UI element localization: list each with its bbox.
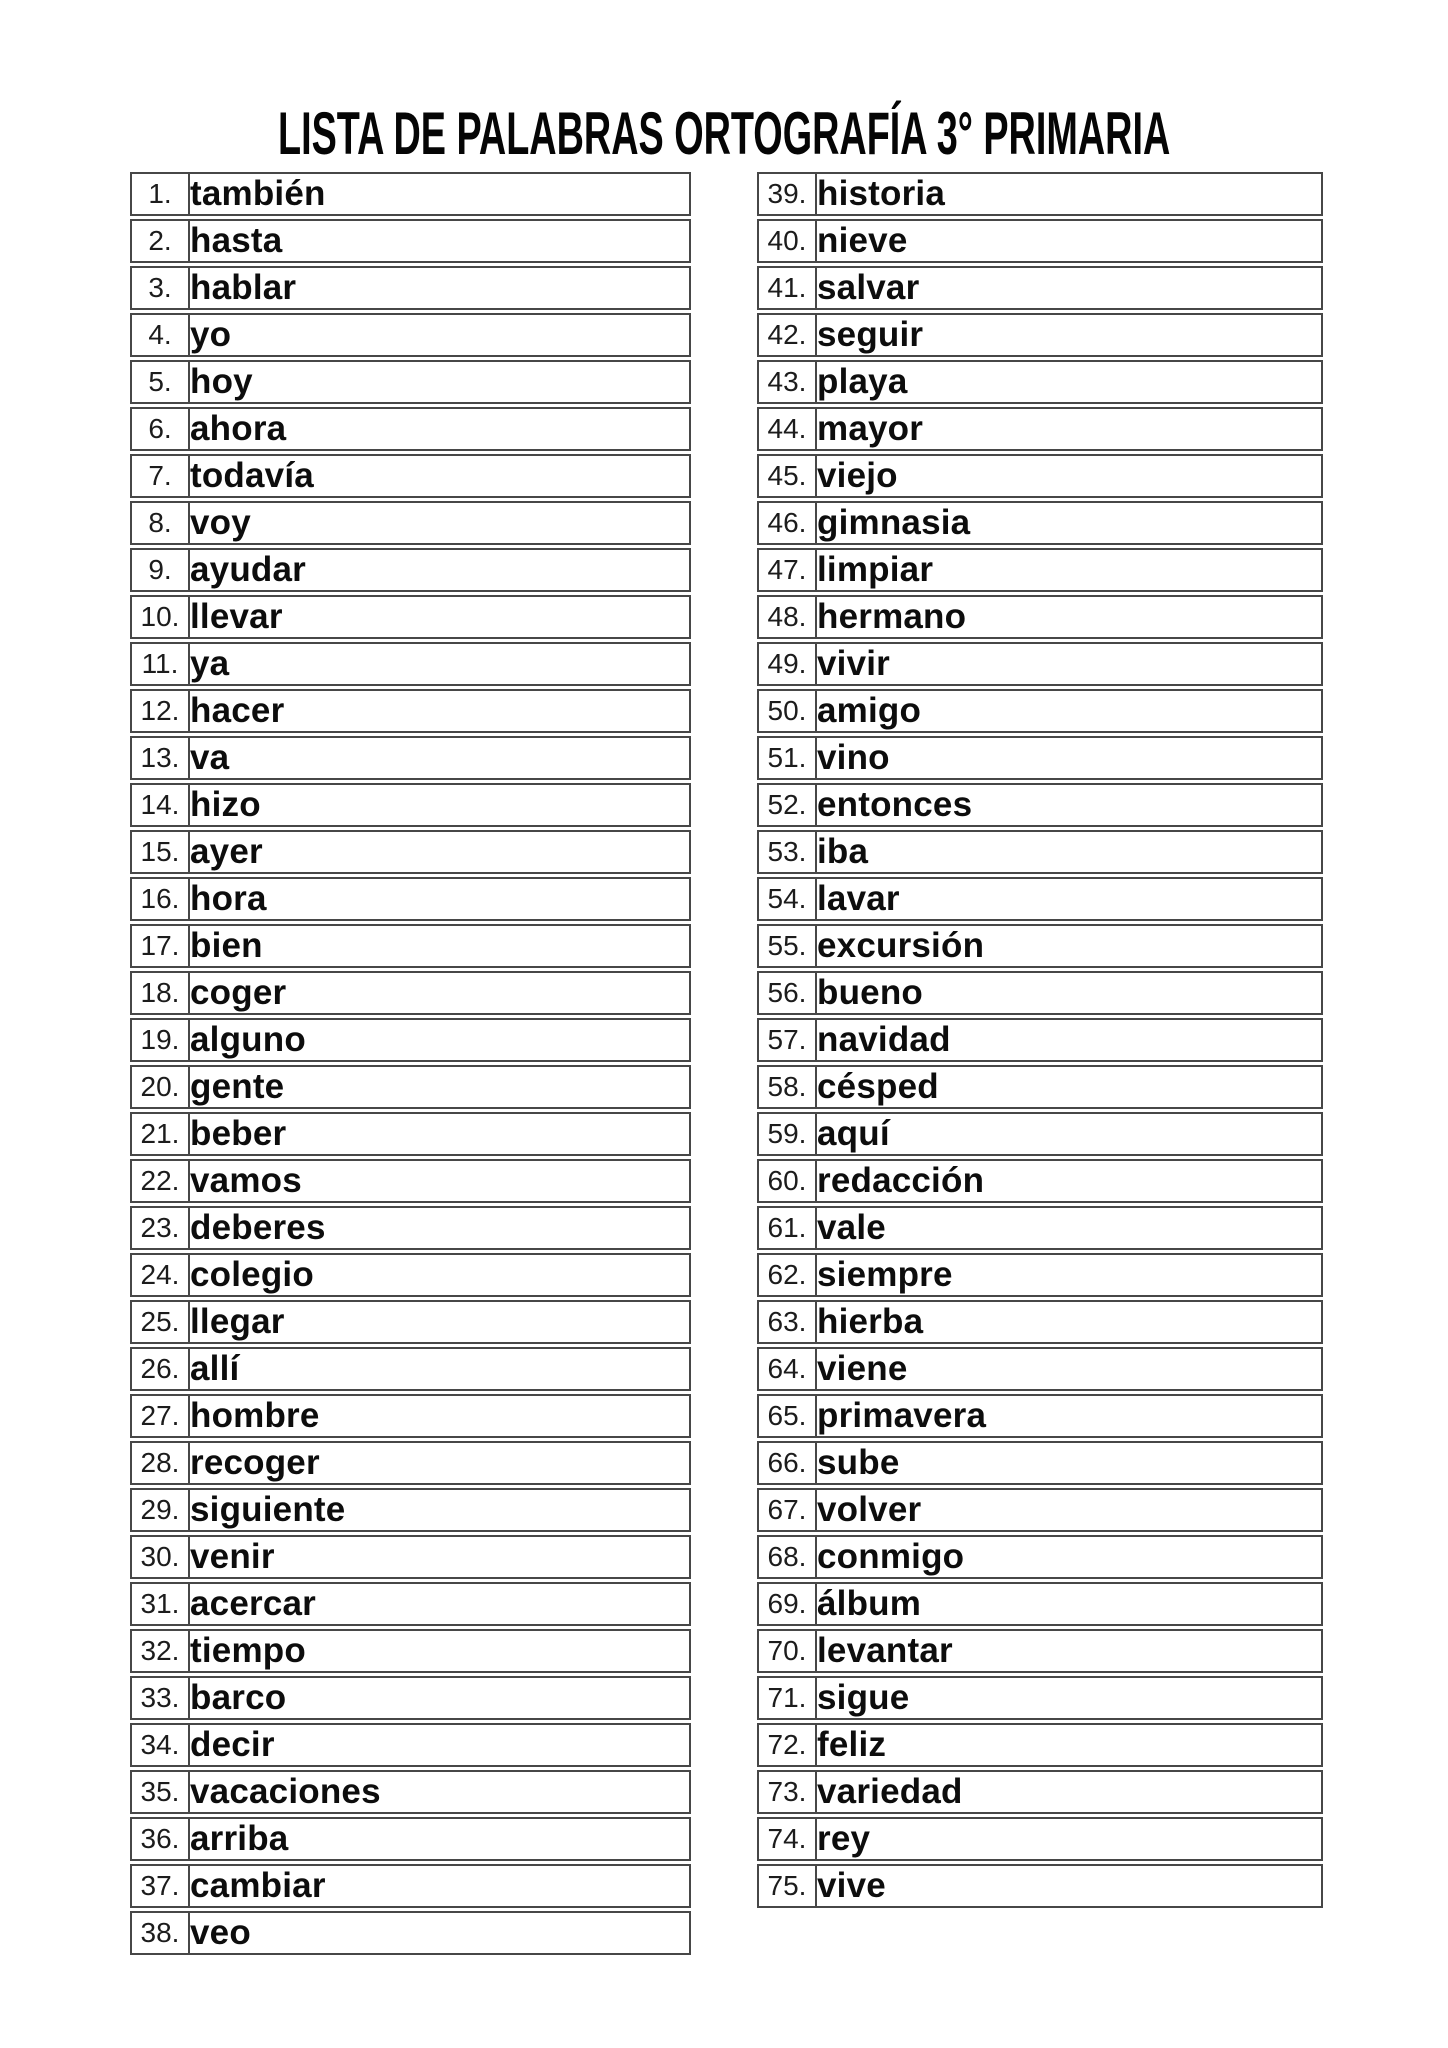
row-word: también: [190, 172, 691, 216]
row-number: 55.: [757, 924, 817, 968]
row-number: 17.: [130, 924, 190, 968]
table-row: [757, 1065, 1323, 1109]
row-word: volver: [817, 1488, 1323, 1532]
page-title: [0, 100, 1448, 167]
table-row: [130, 595, 691, 639]
table-row: [130, 360, 691, 404]
row-number: 9.: [130, 548, 190, 592]
table-row: [130, 642, 691, 686]
page-title-text: LISTA DE PALABRAS ORTOGRAFÍA 3° PRIMARIA: [277, 100, 1171, 167]
table-row: [757, 219, 1323, 263]
table-row: [757, 1864, 1323, 1908]
table-row: [757, 877, 1323, 921]
row-word: álbum: [817, 1582, 1323, 1626]
row-word: voy: [190, 501, 691, 545]
row-word: tiempo: [190, 1629, 691, 1673]
table-row: [757, 595, 1323, 639]
row-word: lavar: [817, 877, 1323, 921]
table-row: [757, 924, 1323, 968]
word-table-left: [130, 169, 691, 1958]
row-number: 14.: [130, 783, 190, 827]
table-row: [130, 407, 691, 451]
row-word: mayor: [817, 407, 1323, 451]
row-word: hasta: [190, 219, 691, 263]
row-word: gente: [190, 1065, 691, 1109]
table-row: [757, 1723, 1323, 1767]
row-word: nieve: [817, 219, 1323, 263]
row-number: 28.: [130, 1441, 190, 1485]
row-number: 44.: [757, 407, 817, 451]
row-word: ayer: [190, 830, 691, 874]
table-row: [130, 1112, 691, 1156]
row-word: iba: [817, 830, 1323, 874]
table-row: [130, 313, 691, 357]
row-number: 46.: [757, 501, 817, 545]
row-number: 2.: [130, 219, 190, 263]
row-word: va: [190, 736, 691, 780]
row-word: historia: [817, 172, 1323, 216]
row-number: 30.: [130, 1535, 190, 1579]
row-number: 52.: [757, 783, 817, 827]
table-row: [757, 407, 1323, 451]
row-number: 72.: [757, 1723, 817, 1767]
row-word: vamos: [190, 1159, 691, 1203]
row-number: 51.: [757, 736, 817, 780]
row-number: 49.: [757, 642, 817, 686]
row-number: 3.: [130, 266, 190, 310]
table-row: [130, 1770, 691, 1814]
row-word: todavía: [190, 454, 691, 498]
table-row: [130, 172, 691, 216]
row-number: 35.: [130, 1770, 190, 1814]
row-number: 33.: [130, 1676, 190, 1720]
table-row: [757, 736, 1323, 780]
row-number: 57.: [757, 1018, 817, 1062]
table-row: [757, 1629, 1323, 1673]
row-number: 47.: [757, 548, 817, 592]
row-word: playa: [817, 360, 1323, 404]
table-row: [130, 1676, 691, 1720]
row-number: 38.: [130, 1911, 190, 1955]
row-word: ayudar: [190, 548, 691, 592]
row-number: 20.: [130, 1065, 190, 1109]
row-word: feliz: [817, 1723, 1323, 1767]
row-word: acercar: [190, 1582, 691, 1626]
row-number: 56.: [757, 971, 817, 1015]
row-word: llevar: [190, 595, 691, 639]
row-number: 37.: [130, 1864, 190, 1908]
row-word: venir: [190, 1535, 691, 1579]
table-row: [130, 1911, 691, 1955]
table-row: [757, 1441, 1323, 1485]
table-row: [130, 1723, 691, 1767]
row-word: siempre: [817, 1253, 1323, 1297]
table-row: [130, 1817, 691, 1861]
row-number: 71.: [757, 1676, 817, 1720]
row-word: sube: [817, 1441, 1323, 1485]
row-word: levantar: [817, 1629, 1323, 1673]
table-row: [130, 501, 691, 545]
row-number: 34.: [130, 1723, 190, 1767]
row-word: navidad: [817, 1018, 1323, 1062]
row-word: siguiente: [190, 1488, 691, 1532]
table-row: [130, 219, 691, 263]
row-word: vino: [817, 736, 1323, 780]
row-number: 18.: [130, 971, 190, 1015]
row-number: 62.: [757, 1253, 817, 1297]
row-number: 22.: [130, 1159, 190, 1203]
row-word: vive: [817, 1864, 1323, 1908]
table-row: [757, 501, 1323, 545]
row-word: alguno: [190, 1018, 691, 1062]
row-number: 60.: [757, 1159, 817, 1203]
table-row: [130, 689, 691, 733]
row-word: beber: [190, 1112, 691, 1156]
table-row: [130, 1018, 691, 1062]
row-word: rey: [817, 1817, 1323, 1861]
row-word: salvar: [817, 266, 1323, 310]
row-number: 27.: [130, 1394, 190, 1438]
table-row: [130, 1629, 691, 1673]
row-word: gimnasia: [817, 501, 1323, 545]
row-number: 43.: [757, 360, 817, 404]
row-number: 16.: [130, 877, 190, 921]
row-number: 50.: [757, 689, 817, 733]
table-row: [757, 830, 1323, 874]
row-word: aquí: [817, 1112, 1323, 1156]
row-word: primavera: [817, 1394, 1323, 1438]
table-row: [757, 360, 1323, 404]
word-table-right-body: [757, 172, 1323, 1908]
table-row: [757, 313, 1323, 357]
row-word: hermano: [817, 595, 1323, 639]
row-word: césped: [817, 1065, 1323, 1109]
table-row: [130, 1159, 691, 1203]
row-word: seguir: [817, 313, 1323, 357]
row-word: hoy: [190, 360, 691, 404]
row-word: viene: [817, 1347, 1323, 1391]
row-word: viejo: [817, 454, 1323, 498]
table-row: [757, 1770, 1323, 1814]
row-word: excursión: [817, 924, 1323, 968]
row-word: redacción: [817, 1159, 1323, 1203]
table-row: [130, 736, 691, 780]
row-number: 63.: [757, 1300, 817, 1344]
row-number: 25.: [130, 1300, 190, 1344]
row-number: 29.: [130, 1488, 190, 1532]
word-table-left-body: [130, 172, 691, 1955]
row-number: 70.: [757, 1629, 817, 1673]
row-word: ya: [190, 642, 691, 686]
table-row: [757, 266, 1323, 310]
word-list-container: [130, 169, 1323, 1958]
table-row: [130, 1253, 691, 1297]
row-number: 69.: [757, 1582, 817, 1626]
row-number: 15.: [130, 830, 190, 874]
row-word: ahora: [190, 407, 691, 451]
row-word: recoger: [190, 1441, 691, 1485]
row-word: yo: [190, 313, 691, 357]
row-number: 11.: [130, 642, 190, 686]
row-number: 23.: [130, 1206, 190, 1250]
row-word: hacer: [190, 689, 691, 733]
row-number: 6.: [130, 407, 190, 451]
row-word: deberes: [190, 1206, 691, 1250]
row-number: 53.: [757, 830, 817, 874]
row-word: hombre: [190, 1394, 691, 1438]
table-row: [130, 924, 691, 968]
row-word: cambiar: [190, 1864, 691, 1908]
row-number: 48.: [757, 595, 817, 639]
table-row: [130, 877, 691, 921]
row-word: barco: [190, 1676, 691, 1720]
row-word: hierba: [817, 1300, 1323, 1344]
row-word: bueno: [817, 971, 1323, 1015]
row-number: 13.: [130, 736, 190, 780]
table-row: [130, 1347, 691, 1391]
row-number: 26.: [130, 1347, 190, 1391]
table-row: [757, 1347, 1323, 1391]
row-number: 75.: [757, 1864, 817, 1908]
row-number: 1.: [130, 172, 190, 216]
row-word: veo: [190, 1911, 691, 1955]
table-row: [757, 1582, 1323, 1626]
row-word: llegar: [190, 1300, 691, 1344]
row-word: amigo: [817, 689, 1323, 733]
word-table-right: [757, 169, 1323, 1911]
table-row: [130, 1206, 691, 1250]
row-number: 19.: [130, 1018, 190, 1062]
table-row: [130, 830, 691, 874]
row-number: 67.: [757, 1488, 817, 1532]
row-number: 24.: [130, 1253, 190, 1297]
row-number: 21.: [130, 1112, 190, 1156]
table-row: [130, 548, 691, 592]
row-number: 10.: [130, 595, 190, 639]
table-row: [130, 1065, 691, 1109]
row-word: decir: [190, 1723, 691, 1767]
row-number: 61.: [757, 1206, 817, 1250]
table-row: [757, 1394, 1323, 1438]
table-row: [757, 642, 1323, 686]
table-row: [130, 1300, 691, 1344]
row-word: conmigo: [817, 1535, 1323, 1579]
table-row: [757, 971, 1323, 1015]
row-word: arriba: [190, 1817, 691, 1861]
row-word: hizo: [190, 783, 691, 827]
row-number: 68.: [757, 1535, 817, 1579]
row-word: limpiar: [817, 548, 1323, 592]
table-row: [757, 548, 1323, 592]
row-number: 58.: [757, 1065, 817, 1109]
row-number: 74.: [757, 1817, 817, 1861]
row-word: bien: [190, 924, 691, 968]
table-row: [130, 266, 691, 310]
row-number: 5.: [130, 360, 190, 404]
table-row: [757, 1159, 1323, 1203]
table-row: [130, 1394, 691, 1438]
row-word: sigue: [817, 1676, 1323, 1720]
row-number: 41.: [757, 266, 817, 310]
row-word: allí: [190, 1347, 691, 1391]
table-row: [757, 1488, 1323, 1532]
row-number: 7.: [130, 454, 190, 498]
row-word: vale: [817, 1206, 1323, 1250]
row-number: 4.: [130, 313, 190, 357]
row-number: 36.: [130, 1817, 190, 1861]
row-number: 64.: [757, 1347, 817, 1391]
row-word: hablar: [190, 266, 691, 310]
table-row: [757, 689, 1323, 733]
table-row: [757, 1535, 1323, 1579]
table-row: [130, 783, 691, 827]
row-number: 8.: [130, 501, 190, 545]
table-row: [130, 454, 691, 498]
row-number: 73.: [757, 1770, 817, 1814]
row-number: 45.: [757, 454, 817, 498]
table-row: [130, 1441, 691, 1485]
row-word: variedad: [817, 1770, 1323, 1814]
row-word: vacaciones: [190, 1770, 691, 1814]
row-number: 65.: [757, 1394, 817, 1438]
row-word: entonces: [817, 783, 1323, 827]
row-number: 59.: [757, 1112, 817, 1156]
row-number: 32.: [130, 1629, 190, 1673]
row-number: 40.: [757, 219, 817, 263]
row-number: 42.: [757, 313, 817, 357]
table-row: [757, 1817, 1323, 1861]
table-row: [757, 783, 1323, 827]
table-row: [130, 1488, 691, 1532]
table-row: [130, 1582, 691, 1626]
row-word: vivir: [817, 642, 1323, 686]
row-word: hora: [190, 877, 691, 921]
table-row: [757, 1676, 1323, 1720]
table-row: [757, 1253, 1323, 1297]
row-number: 39.: [757, 172, 817, 216]
row-number: 66.: [757, 1441, 817, 1485]
row-number: 54.: [757, 877, 817, 921]
table-row: [757, 1300, 1323, 1344]
row-number: 12.: [130, 689, 190, 733]
row-word: coger: [190, 971, 691, 1015]
table-row: [130, 971, 691, 1015]
table-row: [130, 1535, 691, 1579]
row-word: colegio: [190, 1253, 691, 1297]
table-row: [130, 1864, 691, 1908]
table-row: [757, 1112, 1323, 1156]
table-row: [757, 172, 1323, 216]
table-row: [757, 1206, 1323, 1250]
table-row: [757, 1018, 1323, 1062]
row-number: 31.: [130, 1582, 190, 1626]
table-row: [757, 454, 1323, 498]
